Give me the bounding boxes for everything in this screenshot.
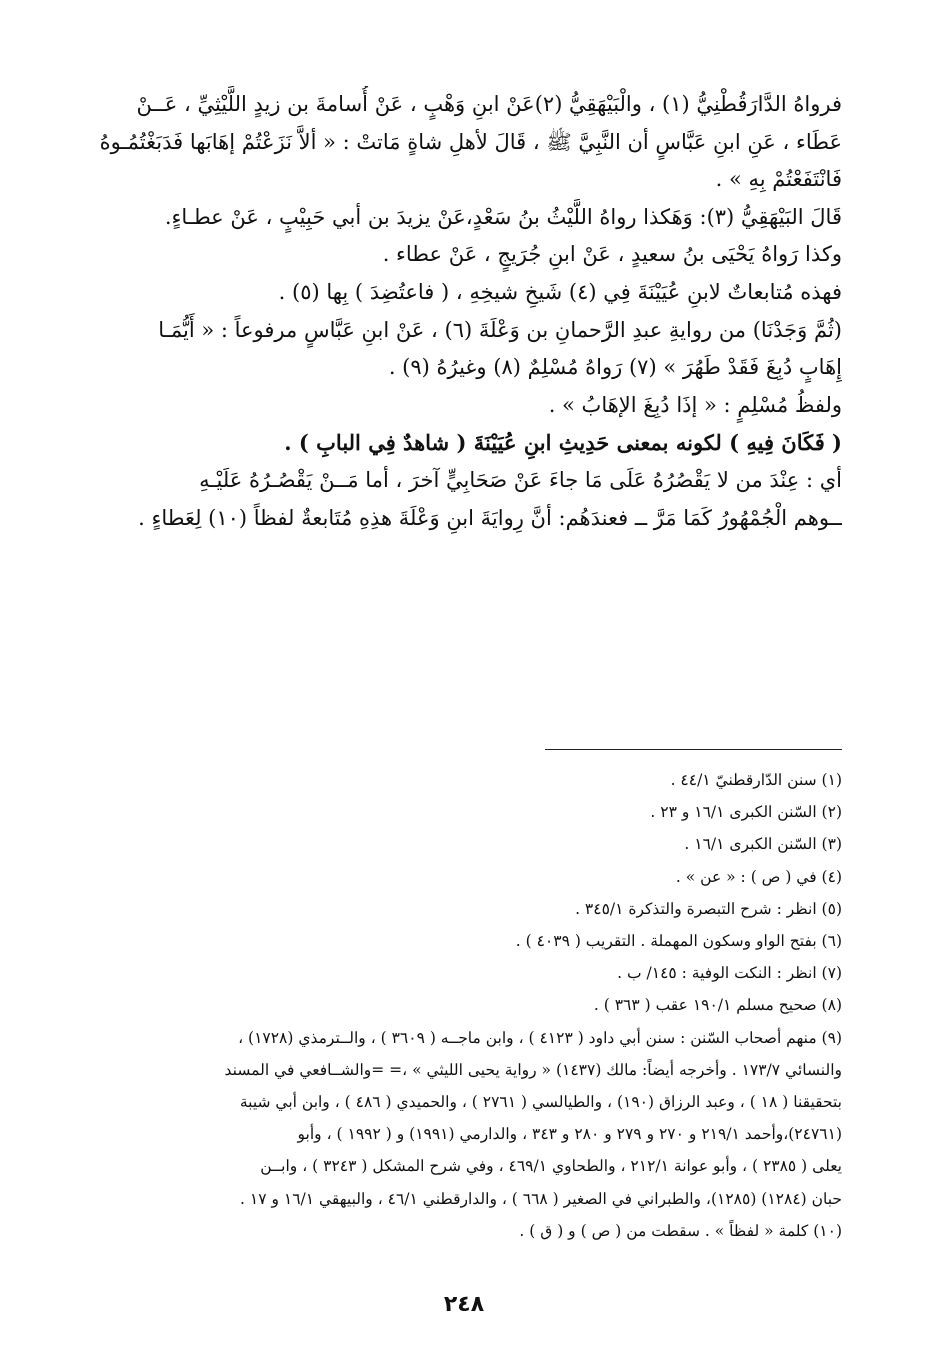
footnote: (٨) صحيح مسلم ١٩٠/١ عقب ( ٣٦٣ ) .	[593, 996, 842, 1015]
body-line: فهذه مُتابعاتٌ لابنِ عُيَيْنَةَ فِي (٤) شَيخِ شيخِهِ ، ( فاعتُضِدَ ) بِها (٥) .	[278, 279, 842, 304]
footnote: (٩) منهم أصحاب السّنن : سنن أبي داود ( ٤١٢٣ ) ، وابن ماجــه ( ٣٦٠٩ ) ، والــترمذي (١٧٢٨) ،	[238, 1028, 842, 1047]
body-line: عَطَاء ، عَنِ ابنِ عَبَّاسٍ أن النَّبِيَّ ﷺ ، قَالَ لأهلِ شاةٍ مَاتتْ : « ألاَّ نَزَعْتُمْ إهَابَها فَدَبَغْتُمُـوهُ	[99, 129, 842, 154]
body-line: وكذا رَواهُ يَحْيَى بنُ سعيدٍ ، عَنْ ابنِ جُرَيجٍ ، عَنْ عطاء .	[382, 242, 842, 267]
footnotes	[70, 764, 842, 1247]
footnote: (٧) انظر : النكت الوفية : ١٤٥/ ب .	[617, 964, 842, 983]
body-line: أي : عِنْدَ من لا يَقْصُرُهُ عَلَى مَا جاءَ عَنْ صَحَابِيٍّ آخرَ ، أما مَــنْ يَقْصُـرُهُ عَلَيْـهِ	[199, 467, 842, 492]
body-line: (ثُمَّ وَجَدْنَا) من روايةِ عبدِ الرَّحمانِ بن وَعْلَةَ (٦) ، عَنْ ابنِ عَبَّاسٍ مرفوعاً : « أَيُّمَـا	[158, 317, 842, 342]
footnote: (٥) انظر : شرح التبصرة والتذكرة ٣٤٥/١ .	[575, 899, 842, 918]
main-text	[72, 86, 842, 537]
page-body	[72, 86, 842, 537]
body-line: ( فَكَانَ فِيهِ ) لكونه بمعنى حَدِيثِ ابنِ عُيَيْنَةَ ( شاهدٌ فِي البابِ ) .	[284, 430, 842, 456]
footnote: والنسائي ١٧٣/٧ . وأخرجه أيضاً: مالك (١٤٣٧) « رواية يحيى الليثي » ،= =والشــافعي في المسند	[224, 1060, 842, 1079]
body-line: إِهَابٍ دُبِغَ فَقَدْ طَهُرَ » (٧) رَواهُ مُسْلِمٌ (٨) وغيرُهُ (٩) .	[388, 355, 842, 380]
footnote: يعلى ( ٢٣٨٥ ) ، وأبو عوانة ٢١٢/١ ، والطحاوي ٤٦٩/١ ، وفي شرح المشكل ( ٣٢٤٣ ) ، وابــن	[260, 1157, 842, 1176]
footnote: حبان (١٢٨٤) (١٢٨٥)، والطبراني في الصغير ( ٦٦٨ ) ، والدارقطني ٤٦/١ ، والبيهقي ١٦/١ و ١٧ .	[240, 1189, 842, 1208]
footnote: (٦) بفتح الواو وسكون المهملة . التقريب ( ٤٠٣٩ ) .	[515, 932, 842, 951]
body-line: فَانْتَفَعْتُمْ بِهِ » .	[715, 167, 842, 192]
footnote: (١٠) كلمة « لفظاً » . سقطت من ( ص ) و ( ق ) .	[519, 1221, 842, 1240]
body-line: ولفظُ مُسْلِمٍ : « إذَا دُبِغَ الإهَابُ » .	[548, 392, 842, 417]
body-line: قَالَ البَيْهَقِيُّ (٣): وَهَكذا رواهُ اللَّيْثُ بنُ سَعْدٍ،عَنْ يزيدَ بن أبي حَبِيْبٍ ، عَنْ عطـاءٍ.	[164, 204, 842, 229]
body-line: فرواهُ الدَّارَقُطْنِيُّ (١) ، والْبَيْهَقِيُّ (٢)عَنْ ابنِ وَهْبٍ ، عَنْ أُسامةَ بن زيدٍ اللَّيْثِيِّ ، عَــنْ	[136, 92, 842, 116]
footnote-separator	[545, 749, 842, 750]
footnote: (٢٤٧٦١)،وأحمد ٢١٩/١ و ٢٧٠ و ٢٧٩ و ٢٨٠ و ٣٤٣ ، والدارمي (١٩٩١) و ( ١٩٩٢ ) ، وأبو	[297, 1125, 842, 1144]
footnote: (٢) السّنن الكبرى ١٦/١ و ٢٣ .	[650, 803, 842, 822]
footnote: (٤) في ( ص ) : « عن » .	[675, 867, 842, 886]
footnote: بتحقيقنا ( ١٨ ) ، وعبد الرزاق (١٩٠) ، والطيالسي ( ٢٧٦١ ) ، والحميدي ( ٤٨٦ ) ، وابن أبي شيبة	[239, 1093, 842, 1112]
footnote: (١) سنن الدّارقطنيّ ٤٤/١ .	[670, 771, 842, 789]
body-line: ــوهم الْجُمْهُورُ كَمَا مَرَّ ــ فعندَهُم: أنَّ رِوايَةَ ابنِ وَعْلَةَ هذِهِ مُتَابعةٌ لفظاً (١٠) لِعَطاءٍ .	[138, 505, 842, 530]
page-number: ٢٤٨	[443, 1292, 485, 1317]
footnote: (٣) السّنن الكبرى ١٦/١ .	[684, 835, 842, 854]
